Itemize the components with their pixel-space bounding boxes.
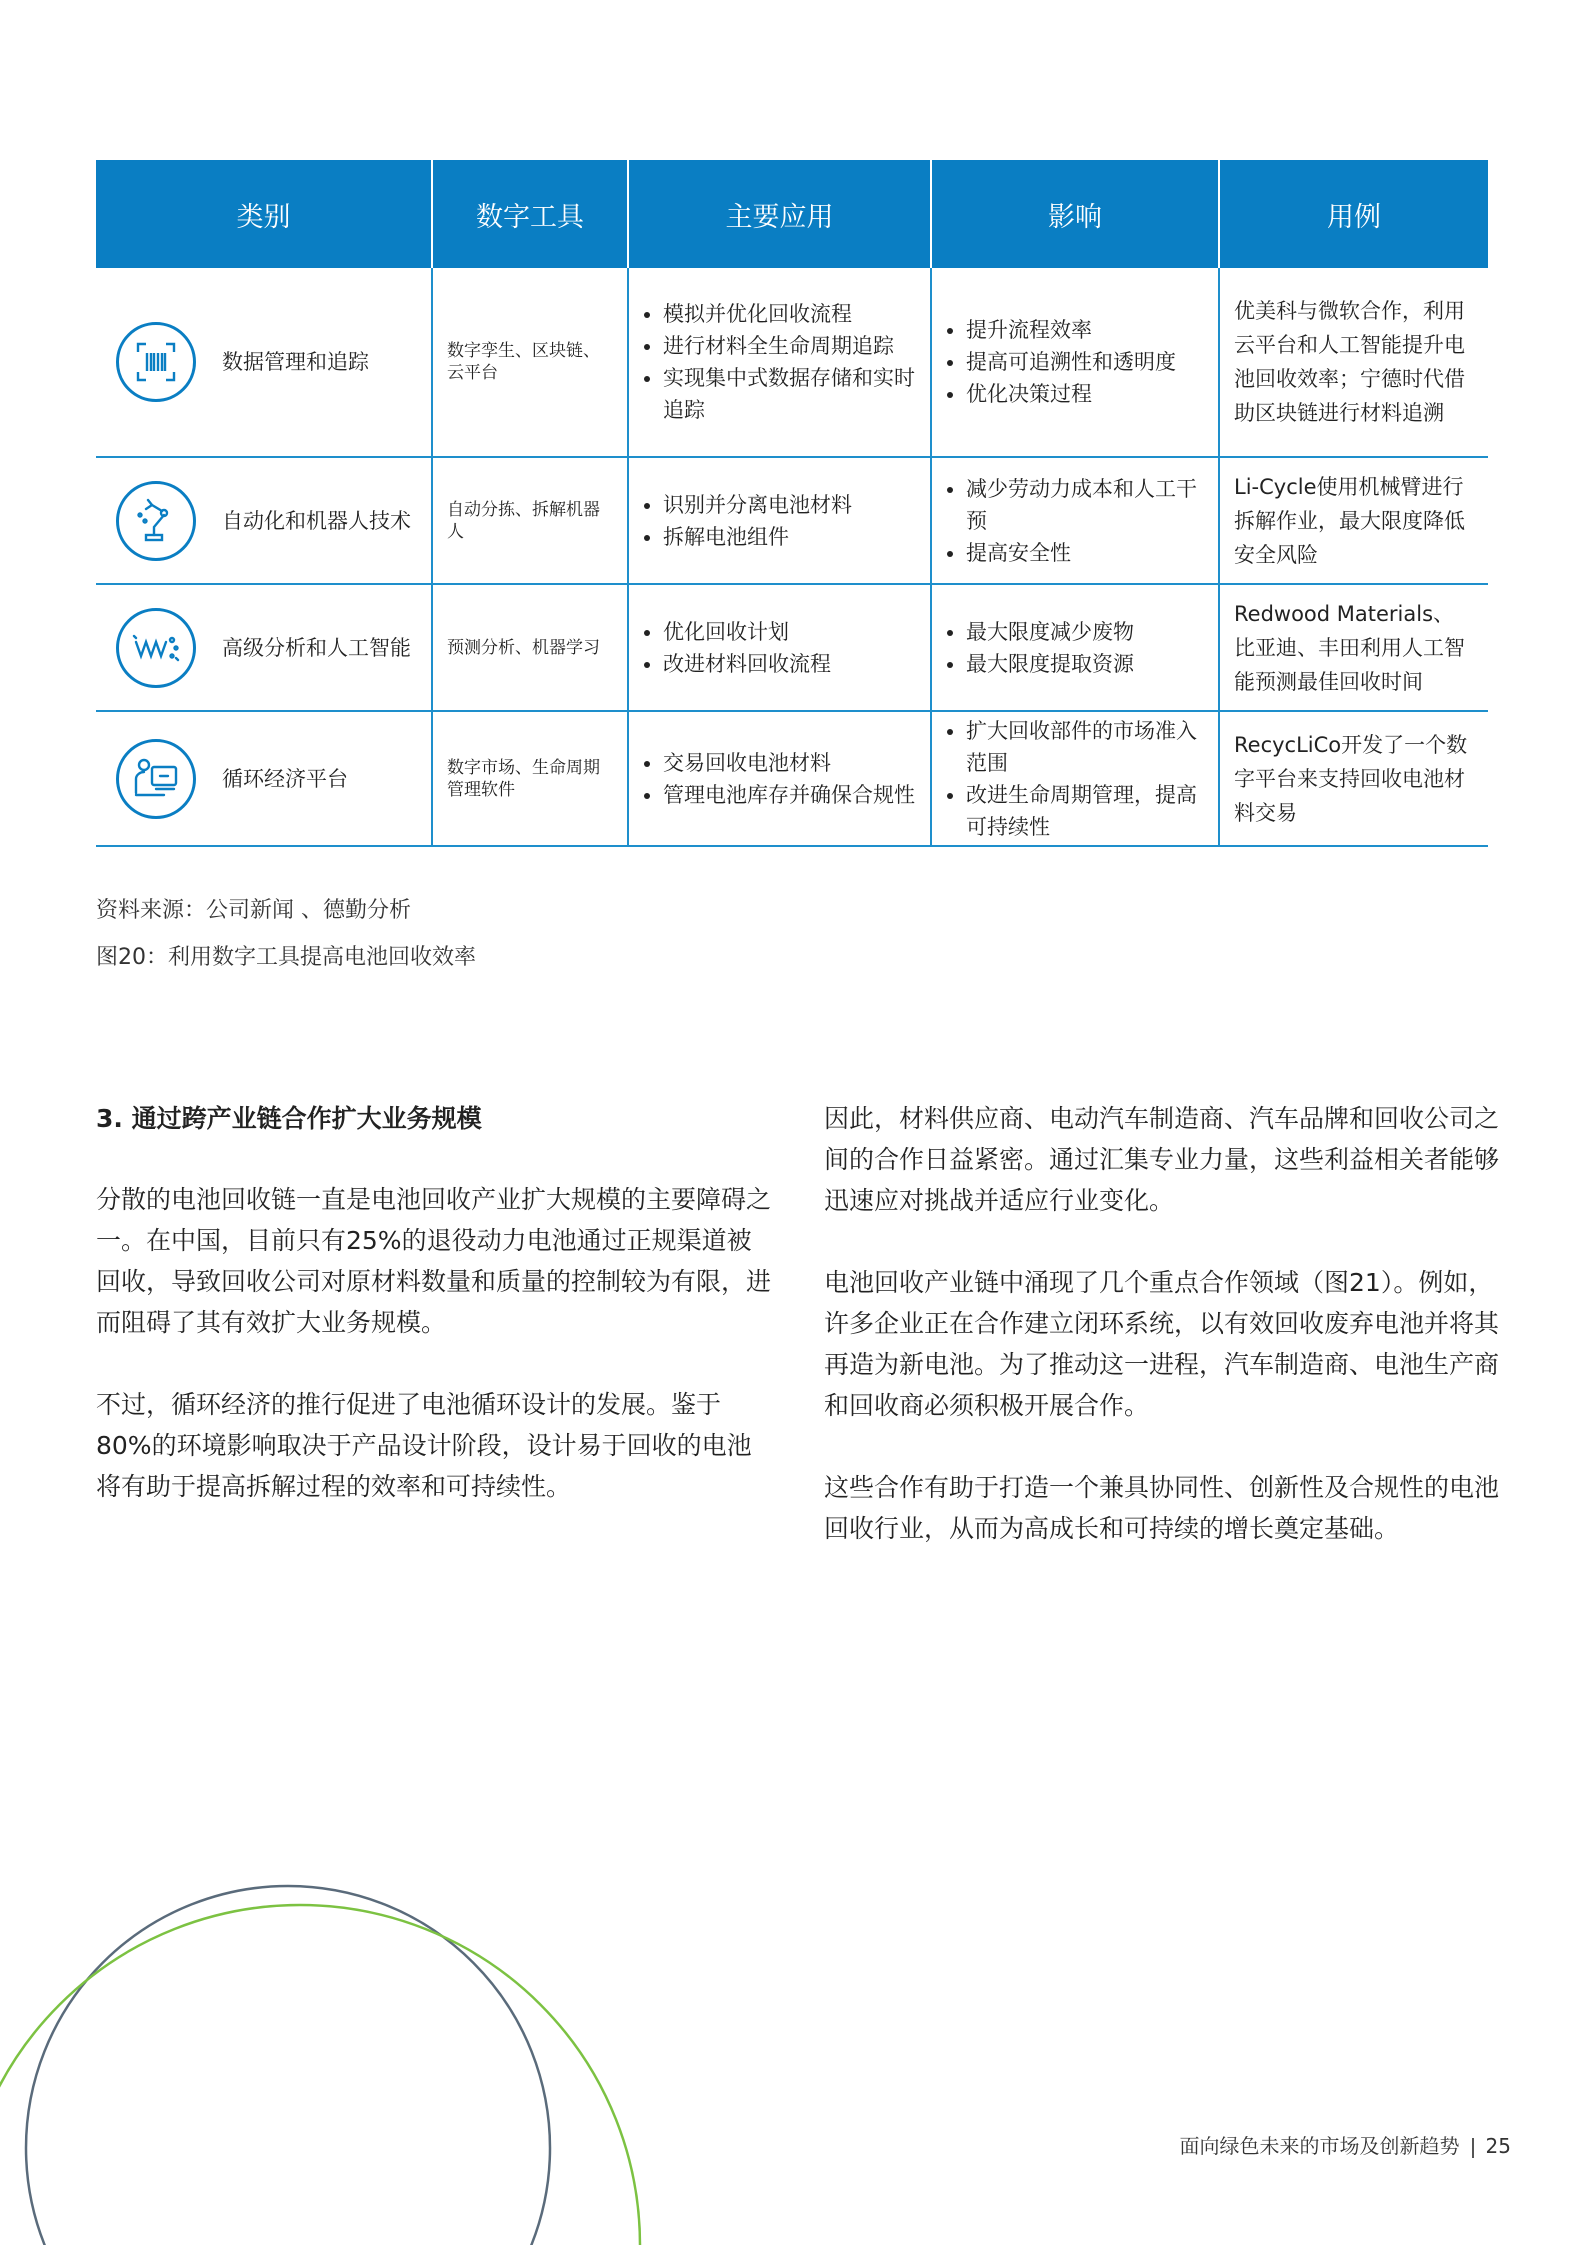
list-item: • 减少劳动力成本和人工干预	[966, 473, 1204, 537]
list-item: • 进行材料全生命周期追踪	[663, 330, 916, 362]
digital-tools-table	[96, 160, 1488, 847]
table-row	[96, 584, 1488, 711]
right-column	[824, 1098, 1504, 1577]
list-item: • 改进材料回收流程	[663, 648, 916, 680]
category-cell	[96, 584, 432, 711]
tools-cell: 预测分析、机器学习	[432, 584, 628, 711]
barcode-icon	[116, 322, 196, 402]
paragraph: 这些合作有助于打造一个兼具协同性、创新性及合规性的电池回收行业，从而为高成长和可持续的增长奠定基础。	[824, 1473, 1500, 1543]
list-item: • 最大限度提取资源	[966, 648, 1204, 680]
list-item: • 实现集中式数据存储和实时追踪	[663, 362, 916, 426]
category-label: 循环经济平台	[222, 766, 348, 791]
footer-title: 面向绿色未来的市场及创新趋势	[1179, 2134, 1460, 2158]
list-item: • 提高可追溯性和透明度	[966, 346, 1204, 378]
gray-arc	[26, 1886, 550, 2245]
applications-cell	[628, 584, 931, 711]
list-item: • 优化回收计划	[663, 616, 916, 648]
list-item: • 提高安全性	[966, 537, 1204, 569]
paragraph: 电池回收产业链中涌现了几个重点合作领域（图21）。例如，许多企业正在合作建立闭环系统，以有效回收废弃电池并将其再造为新电池。为了推动这一进程，汽车制造商、电池生产商和回收商必须积极开展合作。	[824, 1268, 1500, 1420]
paragraph: 因此，材料供应商、电动汽车制造商、汽车品牌和回收公司之间的合作日益紧密。通过汇集专业力量，这些利益相关者能够迅速应对挑战并适应行业变化。	[824, 1104, 1500, 1215]
list-item: • 识别并分离电池材料	[663, 489, 916, 521]
category-cell	[96, 268, 432, 457]
applications-cell	[628, 457, 931, 584]
impact-cell	[931, 457, 1219, 584]
footer-divider	[1472, 2138, 1474, 2158]
header-tools: 数字工具	[432, 160, 628, 268]
decorative-arcs	[0, 1700, 700, 2245]
applications-cell	[628, 268, 931, 457]
category-label: 数据管理和追踪	[222, 350, 369, 374]
green-arc	[0, 1905, 640, 2245]
table-row	[96, 268, 1488, 457]
category-cell	[96, 711, 432, 846]
case-cell: Li-Cycle使用机械臂进行拆解作业，最大限度降低安全风险	[1219, 457, 1488, 584]
table-header-row	[96, 160, 1488, 268]
paragraph: 分散的电池回收链一直是电池回收产业扩大规模的主要障碍之一。在中国，目前只有25%的退役动力电池通过正规渠道被回收，导致回收公司对原材料数量和质量的控制较为有限，进而阻碍了其有效扩大业务规模。	[96, 1185, 772, 1337]
tools-cell: 数字孪生、区块链、云平台	[432, 268, 628, 457]
list-item: • 最大限度减少废物	[966, 616, 1204, 648]
category-label: 自动化和机器人技术	[222, 508, 411, 533]
case-cell: Redwood Materials、比亚迪、丰田利用人工智能预测最佳回收时间	[1219, 584, 1488, 711]
section-heading: 3. 通过跨产业链合作扩大业务规模	[96, 1104, 482, 1133]
paragraph: 不过，循环经济的推行促进了电池循环设计的发展。鉴于80%的环境影响取决于产品设计阶段，设计易于回收的电池将有助于提高拆解过程的效率和可持续性。	[96, 1390, 752, 1501]
list-item: • 模拟并优化回收流程	[663, 298, 916, 330]
header-category: 类别	[96, 160, 432, 268]
impact-cell	[931, 711, 1219, 846]
header-applications: 主要应用	[628, 160, 931, 268]
applications-cell	[628, 711, 931, 846]
list-item: • 优化决策过程	[966, 378, 1204, 410]
list-item: • 提升流程效率	[966, 314, 1204, 346]
source-note: 资料来源：公司新闻 、德勤分析	[96, 898, 411, 923]
tools-cell: 数字市场、生命周期管理软件	[432, 711, 628, 846]
list-item: • 管理电池库存并确保合规性	[663, 779, 916, 811]
list-item: • 扩大回收部件的市场准入范围	[966, 715, 1204, 779]
left-column	[96, 1098, 776, 1535]
figure-caption: 图20：利用数字工具提高电池回收效率	[96, 945, 476, 970]
ai-analytics-icon	[116, 608, 196, 688]
impact-cell	[931, 268, 1219, 457]
header-case: 用例	[1219, 160, 1488, 268]
robot-arm-icon	[116, 481, 196, 561]
table-row	[96, 457, 1488, 584]
user-computer-icon	[116, 739, 196, 819]
case-cell: 优美科与微软合作，利用云平台和人工智能提升电池回收效率；宁德时代借助区块链进行材料追溯	[1219, 268, 1488, 457]
list-item: • 拆解电池组件	[663, 521, 916, 553]
category-cell	[96, 457, 432, 584]
category-label: 高级分析和人工智能	[222, 635, 411, 660]
page-number: 25	[1485, 2134, 1511, 2158]
case-cell: RecycLiCo开发了一个数字平台来支持回收电池材料交易	[1219, 711, 1488, 846]
header-impact: 影响	[931, 160, 1219, 268]
impact-cell	[931, 584, 1219, 711]
page-footer	[1180, 2130, 1511, 2159]
list-item: • 交易回收电池材料	[663, 747, 916, 779]
table-row	[96, 711, 1488, 846]
list-item: • 改进生命周期管理，提高可持续性	[966, 779, 1204, 843]
tools-cell: 自动分拣、拆解机器人	[432, 457, 628, 584]
